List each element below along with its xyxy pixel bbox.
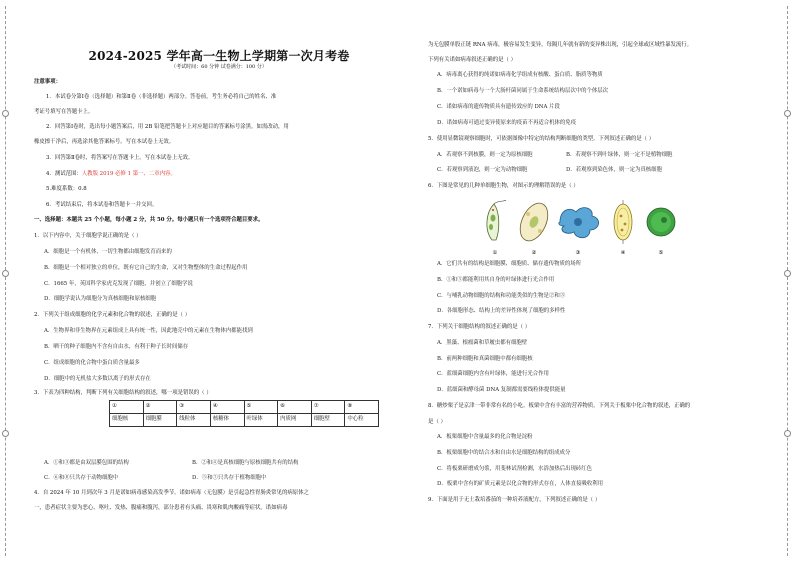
binding-gutter-right bbox=[784, 0, 792, 562]
table-cell: ⑧ bbox=[345, 401, 379, 414]
difficulty: 5.难度系数：0.8 bbox=[46, 186, 87, 192]
question-8-option-d: D．板栗中含有的矿质元素是以化合物的形式存在，人体直接吸收利用 bbox=[437, 481, 604, 487]
figure-label-1: ① bbox=[492, 250, 498, 256]
question-8-option-c: C．将板栗研磨成匀浆，用斐林试剂检测，水浴加热后出现砖红色 bbox=[437, 466, 593, 472]
table-cell: 中心粒 bbox=[345, 414, 379, 427]
question-3-option-a: A．①和③都是由双层膜包围的结构 bbox=[44, 460, 129, 466]
bacterium-icon bbox=[614, 200, 632, 244]
question-6-option-c: C．与哺乳动物细胞的结构和功能类似的生物是②和③ bbox=[437, 293, 566, 299]
table-cell: 细胞壁 bbox=[311, 414, 345, 427]
question-3-option-d: D．⑤和⑦只共存于植物细胞中 bbox=[192, 475, 267, 481]
question-1-option-d: D．细胞学说认为细胞分为真核细胞和原核细胞 bbox=[44, 296, 157, 302]
question-3-stem: 3．下表为四种结构，判断下列有关细胞结构的叙述，哪一项是错误的（ ） bbox=[34, 390, 212, 396]
notice-line: 考证号填写在答题卡上。 bbox=[34, 109, 94, 115]
question-9-stem: 9．下面是用于无土栽培番茄的一种培养液配方，下列叙述正确的是（ ） bbox=[428, 497, 601, 503]
question-5-option-d: D．若观察到染色体，则一定为真核细胞 bbox=[566, 167, 662, 173]
question-7-option-a: A．黑藻、根瘤菌和草履虫都有细胞壁 bbox=[437, 340, 528, 346]
figure-label-4: ④ bbox=[620, 250, 626, 256]
question-4-option-b: B．一个诺如病毒与一个大肠杆菌同属于生命系统结构层次中的个体层次 bbox=[437, 88, 609, 94]
notice-line: 1．本试卷分第Ⅰ卷（选择题）和第Ⅱ卷（非选择题）两部分。答卷前，考生务必将自己的姓名、准 bbox=[46, 94, 277, 100]
chlorella-icon bbox=[647, 208, 675, 236]
test-scope-label: 4．测试范围： bbox=[46, 171, 82, 177]
table-cell: ③ bbox=[177, 401, 211, 414]
question-6-option-b: B．①和⑤都能利用其自身的叶绿体进行光合作用 bbox=[437, 277, 555, 283]
question-4-line: 一，患者症状主要为恶心、呕吐、发热、腹痛和腹泻，部分患者有头痛、畏寒和肌肉酸痛等症状。诺如病毒 bbox=[34, 505, 288, 511]
question-7-option-b: B．前两种细胞和真菌细胞中都有细胞核 bbox=[437, 356, 533, 362]
table-cell: ① bbox=[110, 401, 144, 414]
table-cell: 叶绿体 bbox=[244, 414, 278, 427]
paramecium-icon bbox=[515, 200, 554, 245]
question-2-option-b: B．晒干的种子细胞内不含有自由水，有利于种子长时间储存 bbox=[44, 344, 189, 350]
question-6-option-a: A．它们共有的结构是细胞膜、细胞质、储存遗传物质的场所 bbox=[437, 261, 582, 267]
single-cell-organisms-figure bbox=[478, 200, 678, 258]
binding-hole bbox=[784, 270, 791, 277]
question-8-line: 是（ ） bbox=[428, 419, 446, 425]
amoeba-icon bbox=[559, 208, 599, 238]
structure-table bbox=[109, 400, 379, 427]
question-5-stem: 5．使用显微镜观察细胞时，可依据图像中特定的结构判断细胞的类型。下列叙述正确的是（ ） bbox=[428, 136, 655, 142]
question-2-option-a: A．生物界和非生物界在元素组成上具有统一性，因此地壳中的元素在生物体内都能找到 bbox=[44, 328, 253, 334]
question-2-stem: 2．下列关于组成细胞的化学元素和化合物的叙述，正确的是（ ） bbox=[34, 312, 191, 318]
question-2-option-c: C．组成细胞的化合物中蛋白质含量最多 bbox=[44, 360, 140, 366]
table-cell: 内质网 bbox=[278, 414, 312, 427]
question-3-option-c: C．⑥和⑧只共存于动物细胞中 bbox=[44, 475, 119, 481]
section-heading: 一、选择题：本题共 25 个小题，每小题 2 分，共 50 分。每小题只有一个选项符合题目要求。 bbox=[34, 217, 264, 223]
notice-line: 3．回答第Ⅱ卷时，将答案写在答题卡上。写在本试卷上无效。 bbox=[46, 155, 194, 161]
question-1-option-b: B．细胞是一个相对独立的单位，既有它自己的生命，又对生物整体的生命过程起作用 bbox=[44, 265, 248, 271]
notice-line: 2．回答第Ⅰ卷时，选出每小题答案后，用 2B 铅笔把答题卡上对应题目的答案标号涂黑。如需改动，用 bbox=[46, 124, 289, 130]
question-7-option-c: C．蓝细菌细胞内含有叶绿体，能进行光合作用 bbox=[437, 371, 549, 377]
table-cell: 线粒体 bbox=[177, 414, 211, 427]
question-4-option-d: D．诺如病毒可通过变异使原来的疫苗不再适合机体的免疫 bbox=[437, 120, 577, 126]
figure-label-3: ③ bbox=[575, 250, 581, 256]
exam-subtitle: （考试时间：60 分钟 试卷满分：100 分） bbox=[171, 64, 267, 70]
exam-title: 2024-2025 学年高一生物上学期第一次月考卷 bbox=[88, 49, 350, 63]
question-7-stem: 7．下列关于细胞结构的叙述正确的是（ ） bbox=[428, 324, 531, 330]
table-cell: ⑦ bbox=[311, 401, 345, 414]
test-scope bbox=[46, 172, 176, 177]
table-cell: 核糖体 bbox=[210, 414, 244, 427]
table-cell: ⑥ bbox=[278, 401, 312, 414]
gutter-dash-line bbox=[787, 6, 788, 556]
question-8-option-a: A．板栗细胞中含量最多的化合物是淀粉 bbox=[437, 434, 533, 440]
question-4-option-c: C．诺如病毒的遗传物质具有遗传效应的 DNA 片段 bbox=[437, 104, 560, 110]
table-cell: ⑤ bbox=[244, 401, 278, 414]
question-5-option-a: A．若观察不到核膜，则一定为原核细胞 bbox=[437, 152, 533, 158]
table-cell: 细胞核 bbox=[110, 414, 144, 427]
question-2-option-d: D．细胞中的无机盐大多数以离子的形式存在 bbox=[44, 376, 151, 382]
euglena-icon bbox=[487, 200, 506, 240]
figure-label-2: ② bbox=[531, 250, 537, 256]
figure-label-5: ⑤ bbox=[658, 250, 664, 256]
table-cell: ④ bbox=[210, 401, 244, 414]
question-8-line: 8．糖炒栗子是京津一带非常有名的小吃。板栗中含有丰富的营养物质。下列关于板栗中化合物的叙述，正确的 bbox=[428, 403, 691, 409]
table-row bbox=[110, 414, 379, 427]
notice-line: 橡皮擦干净后，再选涂其他答案标号。写在本试卷上无效。 bbox=[34, 139, 175, 145]
table-cell: 细胞膜 bbox=[143, 414, 177, 427]
question-1-option-a: A．细胞是一个有机体，一切生物都由细胞发育而来的 bbox=[44, 249, 172, 255]
question-3-option-b: B．②和④是真核细胞与原核细胞共有的结构 bbox=[192, 460, 299, 466]
question-5-option-b: B．若观察不到叶绿体，则一定不是植物细胞 bbox=[566, 152, 673, 158]
question-4-line: 4．自 2024 年 10 月到次年 3 月是诺如病毒感染高发季节。诺如病毒（无包膜）是引起急性胃肠炎常见的病原体之 bbox=[34, 490, 309, 496]
question-6-option-d: D．各细胞形态、结构上的差异性体现了细胞的多样性 bbox=[437, 308, 566, 314]
question-4-option-a: A．病毒离心获得的纯诺如病毒化学组成有核酸、蛋白质、脂质等物质 bbox=[437, 72, 603, 78]
table-row bbox=[110, 401, 379, 414]
question-4-line: 下列有关诺如病毒叙述正确的是（ ） bbox=[428, 57, 516, 63]
binding-hole bbox=[784, 110, 791, 117]
question-6-stem: 6．下图是常见的几种单细胞生物，对图示的理解错误的是（ ） bbox=[428, 183, 579, 189]
question-5-option-c: C．若观察到液泡，则一定为动物细胞 bbox=[437, 167, 528, 173]
question-1-option-c: C．1665 年，英国科学家虎克发现了细胞，并创立了细胞学说 bbox=[44, 281, 193, 287]
question-1-stem: 1．以下内容中，关于细胞学说正确的是（ ） bbox=[34, 233, 142, 239]
notice-end: 6．考试结束后，将本试卷和答题卡一并交回。 bbox=[46, 202, 158, 208]
question-7-option-d: D．蓝细菌和酵母菌 DNA 复制都需要线粒体提供能量 bbox=[437, 387, 566, 393]
notice-heading: 注意事项： bbox=[34, 79, 61, 85]
table-cell: ② bbox=[143, 401, 177, 414]
question-8-option-b: B．板栗细胞中的结合水和自由水是细胞结构的组成成分 bbox=[437, 450, 571, 456]
binding-hole bbox=[784, 430, 791, 437]
test-scope-value: 人教版 2019 必修 1 第一、二章内容。 bbox=[81, 171, 176, 177]
question-4-line: 为无包膜单股正链 RNA 病毒，极容易发生变异，每隔几年就有新的变异株出现，引起全球或区域性暴发流行。 bbox=[428, 42, 693, 48]
